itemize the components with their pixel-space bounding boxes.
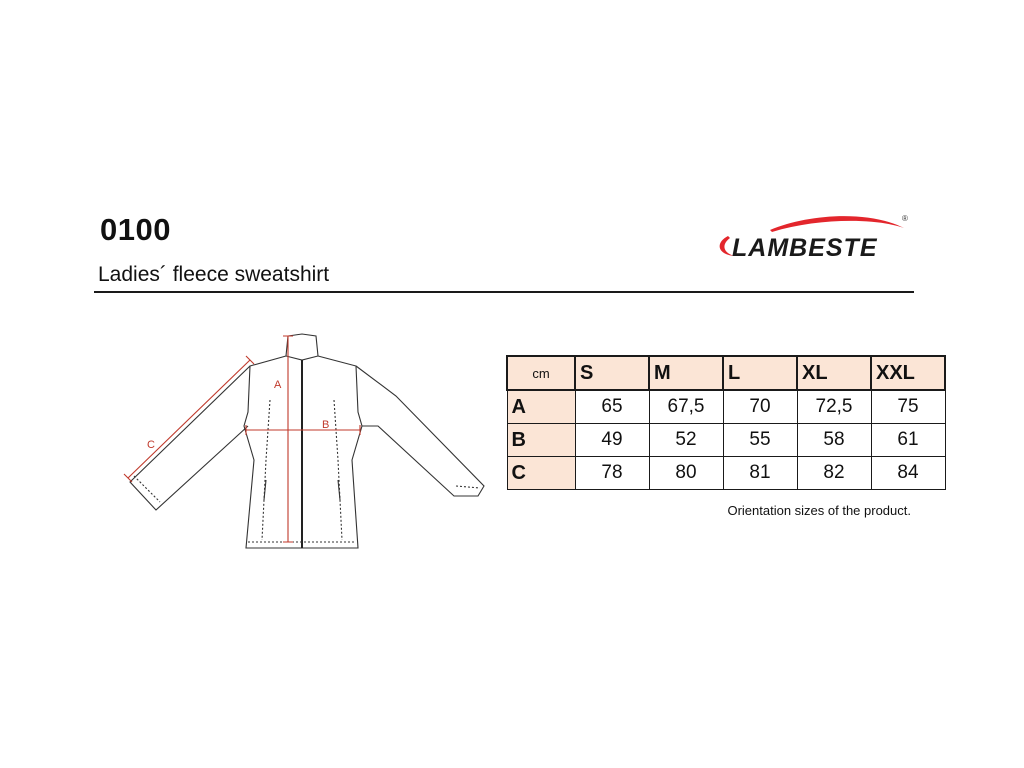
product-name: Ladies´ fleece sweatshirt	[98, 263, 330, 286]
table-row	[507, 390, 945, 424]
table-cell: 58	[797, 424, 871, 457]
table-row	[507, 424, 945, 457]
table-cell: 81	[723, 457, 797, 490]
size-header-row	[507, 356, 945, 390]
table-cell: 65	[575, 390, 649, 424]
jacket-diagram	[120, 330, 490, 552]
row-label: B	[507, 424, 575, 457]
size-header: XL	[797, 356, 871, 390]
registered-mark: ®	[902, 214, 908, 223]
size-header: S	[575, 356, 649, 390]
table-cell: 61	[871, 424, 945, 457]
measure-label-a: A	[274, 379, 282, 391]
measure-label-b: B	[322, 419, 330, 431]
size-header: L	[723, 356, 797, 390]
table-cell: 52	[649, 424, 723, 457]
brand-logo	[708, 208, 916, 264]
table-cell: 70	[723, 390, 797, 424]
orientation-note: Orientation sizes of the product.	[727, 503, 911, 518]
table-cell: 84	[871, 457, 945, 490]
row-label: C	[507, 457, 575, 490]
brand-name: LAMBESTE	[732, 234, 878, 262]
title-divider	[94, 291, 914, 293]
table-cell: 67,5	[649, 390, 723, 424]
size-table	[506, 355, 946, 490]
size-header: M	[649, 356, 723, 390]
size-header: XXL	[871, 356, 945, 390]
table-cell: 55	[723, 424, 797, 457]
table-cell: 82	[797, 457, 871, 490]
table-cell: 72,5	[797, 390, 871, 424]
table-cell: 78	[575, 457, 649, 490]
table-row	[507, 457, 945, 490]
table-cell: 80	[649, 457, 723, 490]
table-cell: 49	[575, 424, 649, 457]
measure-label-c: C	[147, 439, 155, 451]
product-code: 0100	[100, 212, 171, 247]
row-label: A	[507, 390, 575, 424]
table-cell: 75	[871, 390, 945, 424]
unit-cell: cm	[507, 356, 575, 390]
